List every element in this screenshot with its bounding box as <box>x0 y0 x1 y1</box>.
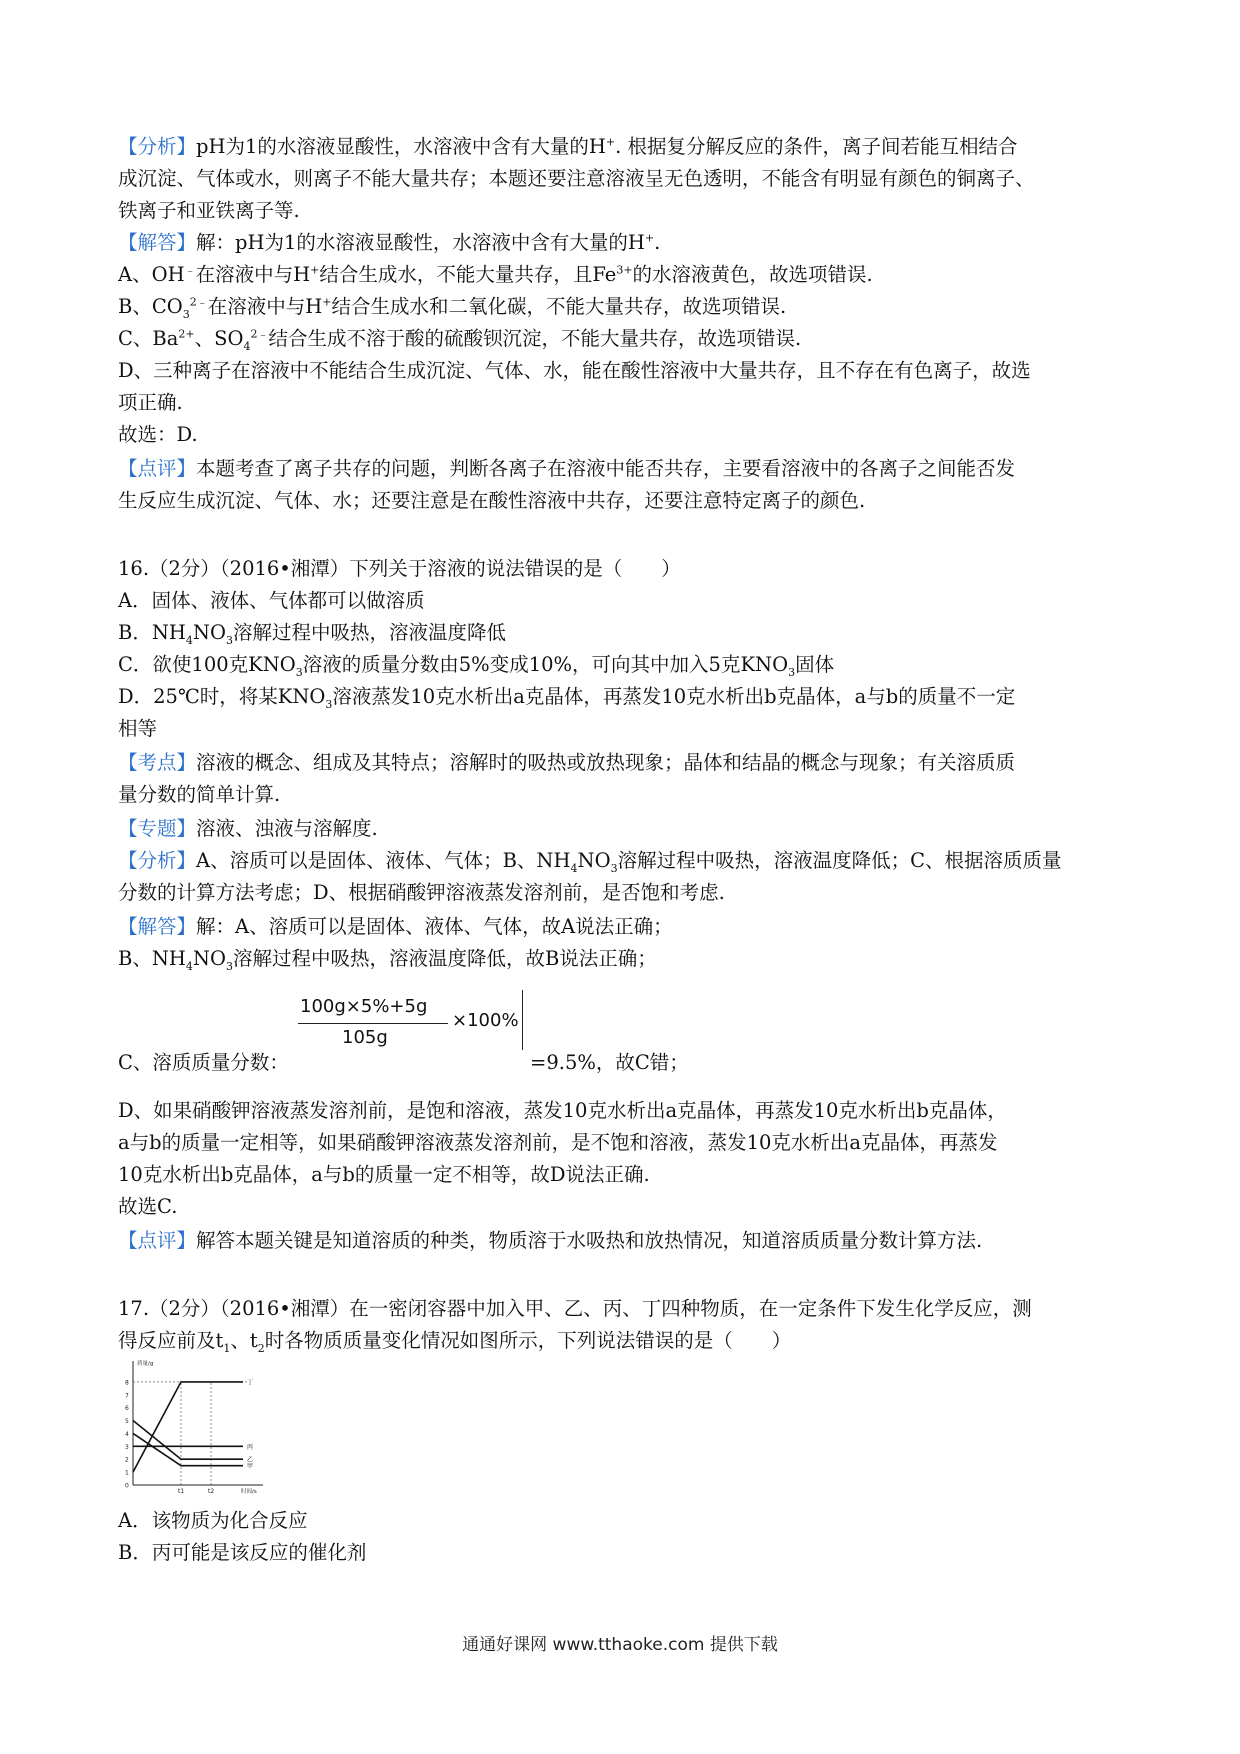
y-tick-label: 1 <box>125 1469 129 1477</box>
answer-tag: 【解答】 <box>118 915 197 938</box>
y-tick-label: 3 <box>125 1443 129 1451</box>
q15-option-d-analysis-2: 项正确. <box>118 391 183 414</box>
q16-answer-d-line-2: a与b的质量一定相等，如果硝酸钾溶液蒸发溶剂前，是不饱和溶液，蒸发10克水析出a克晶体，再蒸发 <box>118 1131 998 1154</box>
y-tick-label: 7 <box>125 1392 129 1400</box>
q16-answer-c-result: =9.5%，故C错； <box>530 1051 689 1074</box>
series-label: 丙 <box>247 1443 254 1451</box>
q17-stem-1: 17.（2分）（2016•湘潭）在一密闭容器中加入甲、乙、丙、丁四种物质，在一定条件下发生化学反应，测 <box>118 1297 1032 1320</box>
q16-answer-line-2: B、$NH_4NO_3$溶解过程中吸热，溶液温度降低，故B说法正确； <box>118 947 657 972</box>
y-tick-label: 0 <box>125 1482 129 1490</box>
q16-answer-d-line-3: 10克水析出b克晶体，a与b的质量一定不相等，故D说法正确. <box>118 1163 650 1186</box>
x-tick-label: t1 <box>178 1488 185 1495</box>
series-label: 甲 <box>247 1463 254 1471</box>
formula-multiplier: ×100% <box>452 1010 519 1031</box>
fraction-bar <box>298 1023 448 1024</box>
series-label: 丁 <box>247 1379 254 1387</box>
comment-tag: 【点评】 <box>118 457 197 480</box>
q16-option-d-2: 相等 <box>118 717 158 740</box>
y-tick-label: 4 <box>125 1430 129 1438</box>
q15-analysis-line-3: 铁离子和亚铁离子等. <box>118 199 300 222</box>
q15-comment-line-1: 【点评】本题考查了离子共存的问题，判断各离子在溶液中能否共存，主要看溶液中的各离子之间能否发 <box>118 457 1016 480</box>
q16-option-d-1: D．25℃时，将某$KNO_3$溶液蒸发10克水析出a克晶体，再蒸发10克水析出b克晶体，a与b的质量不一定 <box>118 685 1016 710</box>
q15-option-b-analysis: B、$CO_3^{2﹣}$在溶液中与H+结合生成水和二氧化碳，不能大量共存，故选项错误. <box>118 295 787 320</box>
y-axis-label: 质量/g <box>137 1361 154 1367</box>
analysis-tag: 【分析】 <box>118 135 197 158</box>
x-tick-label: t2 <box>208 1488 215 1495</box>
mass-change-chart <box>123 1357 273 1497</box>
formula-numerator: 100g×5%+5g <box>300 996 428 1017</box>
q16-option-b: B．$NH_4NO_3$溶解过程中吸热，溶液温度降低 <box>118 621 506 646</box>
y-tick-label: 5 <box>125 1418 129 1426</box>
q16-answer-line-1: 【解答】解：A、溶质可以是固体、液体、气体，故A说法正确； <box>118 915 673 938</box>
q15-choice: 故选：D. <box>118 423 198 446</box>
footer-credit: 通通好课网 www.tthaoke.com 提供下载 <box>462 1635 778 1655</box>
q16-point-line-1: 【考点】溶液的概念、组成及其特点；溶解时的吸热或放热现象；晶体和结晶的概念与现象；有关溶质质 <box>118 751 1016 774</box>
q15-comment-line-2: 生反应生成沉淀、气体、水；还要注意是在酸性溶液中共存，还要注意特定离子的颜色. <box>118 489 866 512</box>
analysis-tag: 【分析】 <box>118 849 197 872</box>
q16-answer-d-line-1: D、如果硝酸钾溶液蒸发溶剂前，是饱和溶液，蒸发10克水析出a克晶体，再蒸发10克水析出b克晶体， <box>118 1099 1007 1122</box>
q15-analysis-line-1: 【分析】pH为1的水溶液显酸性，水溶液中含有大量的H+. 根据复分解反应的条件，离子间若能互相结合 <box>118 135 1018 158</box>
q15-option-c-analysis: C、$Ba^{2+}$、$SO_4^{2﹣}$结合生成不溶于酸的硫酸钡沉淀，不能大量共存，故选项错误. <box>118 327 802 352</box>
q17-option-b: B．丙可能是该反应的催化剂 <box>118 1541 367 1564</box>
series-line-3 <box>133 1433 243 1465</box>
x-axis-label: 时间/s <box>241 1489 257 1495</box>
answer-tag: 【解答】 <box>118 231 197 254</box>
q16-option-a: A．固体、液体、气体都可以做溶质 <box>118 589 425 612</box>
series-label: 乙 <box>247 1456 254 1464</box>
q16-topic-line: 【专题】溶液、浊液与溶解度. <box>118 817 378 840</box>
q15-option-d-analysis-1: D、三种离子在溶液中不能结合生成沉淀、气体、水，能在酸性溶液中大量共存，且不存在有色离子，故选 <box>118 359 1031 382</box>
mass-fraction-formula <box>290 990 523 1050</box>
q17-option-a: A．该物质为化合反应 <box>118 1509 308 1532</box>
q16-answer-c-prefix: C、溶质质量分数： <box>118 1051 289 1074</box>
point-tag: 【考点】 <box>118 751 197 774</box>
comment-tag: 【点评】 <box>118 1229 197 1252</box>
q17-stem-2: 得反应前及$t_1$、$t_2$时各物质质量变化情况如图所示，下列说法错误的是（ ） <box>118 1329 792 1354</box>
q15-answer-line: 【解答】解：pH为1的水溶液显酸性，水溶液中含有大量的H+. <box>118 231 661 254</box>
q16-analysis-line-1: 【分析】A、溶质可以是固体、液体、气体；B、$NH_4NO_3$溶解过程中吸热，溶液温度降低；C、根据溶质质量 <box>118 849 1062 874</box>
q15-analysis-line-2: 成沉淀、气体或水，则离子不能大量共存；本题还要注意溶液呈无色透明，不能含有明显有颜色的铜离子、 <box>118 167 1035 190</box>
q16-point-line-2: 量分数的简单计算. <box>118 783 281 806</box>
q16-choice: 故选C. <box>118 1195 178 1218</box>
q16-option-c: C．欲使100克$KNO_3$溶液的质量分数由5%变成10%，可向其中加入5克$KNO_3$固体 <box>118 653 835 678</box>
y-tick-label: 2 <box>125 1456 129 1464</box>
q16-stem: 16.（2分）（2016•湘潭）下列关于溶液的说法错误的是（ ） <box>118 557 681 580</box>
q15-option-a-analysis: A、OH﹣在溶液中与H+结合生成水，不能大量共存，且$Fe^{3+}$的水溶液黄色，故选项错误. <box>118 263 873 286</box>
formula-denominator: 105g <box>342 1027 388 1048</box>
q16-comment-line: 【点评】解答本题关键是知道溶质的种类，物质溶于水吸热和放热情况，知道溶质质量分数计算方法. <box>118 1229 983 1252</box>
topic-tag: 【专题】 <box>118 817 197 840</box>
q16-analysis-line-2: 分数的计算方法考虑；D、根据硝酸钾溶液蒸发溶剂前，是否饱和考虑. <box>118 881 725 904</box>
y-tick-label: 8 <box>125 1379 129 1387</box>
y-tick-label: 6 <box>125 1405 129 1413</box>
